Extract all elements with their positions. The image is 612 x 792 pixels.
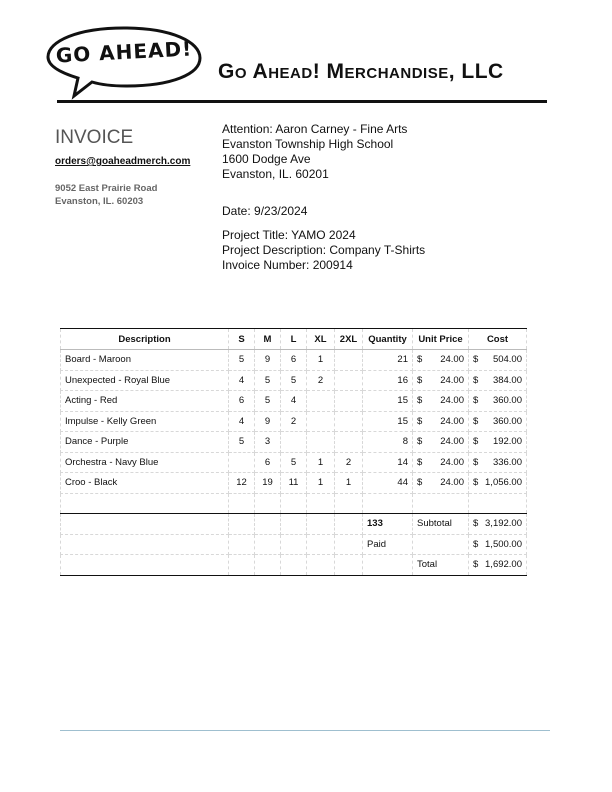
sender-address-line: 9052 East Prairie Road (55, 183, 158, 194)
table-row (61, 432, 527, 453)
size-m-count: 6 (255, 452, 281, 473)
column-header: XL (307, 329, 335, 350)
size-l-count: 11 (281, 473, 307, 494)
currency-symbol: $ (473, 518, 479, 530)
unit-price-value: 24.00 (440, 354, 464, 366)
size-2xl-count (335, 411, 363, 432)
project-block (222, 228, 425, 273)
column-header: 2XL (335, 329, 363, 350)
currency-symbol: $ (473, 415, 479, 427)
size-s-count: 5 (229, 432, 255, 453)
item-quantity: 44 (363, 473, 413, 494)
size-l-count: 5 (281, 452, 307, 473)
size-2xl-count: 2 (335, 452, 363, 473)
size-xl-count: 1 (307, 350, 335, 371)
table-header-row (61, 329, 527, 350)
cost-value: 192.00 (492, 436, 522, 448)
subtotal-value: 3,192.00 (485, 518, 522, 530)
size-l-count: 5 (281, 370, 307, 391)
item-quantity: 14 (363, 452, 413, 473)
size-s-count: 6 (229, 391, 255, 412)
item-description: Unexpected - Royal Blue (61, 370, 229, 391)
cost-cell (469, 473, 527, 494)
currency-symbol: $ (417, 395, 423, 407)
cost-value: 1,056.00 (485, 477, 522, 489)
subtotal-row (61, 514, 527, 535)
total-row (61, 555, 527, 576)
cost-cell (469, 432, 527, 453)
size-s-count: 4 (229, 370, 255, 391)
column-header: L (281, 329, 307, 350)
recipient-city: Evanston, IL. 60201 (222, 167, 329, 181)
size-2xl-count (335, 391, 363, 412)
size-xl-count: 1 (307, 473, 335, 494)
column-header: Quantity (363, 329, 413, 350)
size-l-count: 4 (281, 391, 307, 412)
size-xl-count: 1 (307, 452, 335, 473)
cost-value: 360.00 (492, 415, 522, 427)
currency-symbol: $ (417, 415, 423, 427)
currency-symbol: $ (473, 374, 479, 386)
size-s-count: 5 (229, 350, 255, 371)
empty-row (61, 493, 527, 514)
sender-address (55, 182, 157, 208)
unit-price-cell (413, 452, 469, 473)
cost-value: 336.00 (492, 456, 522, 468)
column-header: M (255, 329, 281, 350)
currency-symbol: $ (417, 477, 423, 489)
column-header: S (229, 329, 255, 350)
cost-cell (469, 391, 527, 412)
paid-value: 1,500.00 (485, 538, 522, 550)
currency-symbol: $ (417, 354, 423, 366)
unit-price-value: 24.00 (440, 374, 464, 386)
unit-price-value: 24.00 (440, 456, 464, 468)
table-row (61, 473, 527, 494)
unit-price-cell (413, 350, 469, 371)
recipient-attention: Attention: Aaron Carney - Fine Arts (222, 122, 408, 136)
item-quantity: 16 (363, 370, 413, 391)
table-row (61, 452, 527, 473)
unit-price-cell (413, 473, 469, 494)
unit-price-cell (413, 370, 469, 391)
size-m-count: 9 (255, 411, 281, 432)
footer-divider (60, 730, 550, 731)
total-value: 1,692.00 (485, 559, 522, 571)
size-xl-count (307, 411, 335, 432)
size-l-count: 2 (281, 411, 307, 432)
size-s-count (229, 452, 255, 473)
currency-symbol: $ (417, 436, 423, 448)
size-m-count: 5 (255, 370, 281, 391)
table-row (61, 350, 527, 371)
size-s-count: 12 (229, 473, 255, 494)
cost-value: 360.00 (492, 395, 522, 407)
item-quantity: 21 (363, 350, 413, 371)
item-quantity: 8 (363, 432, 413, 453)
invoice-date: Date: 9/23/2024 (222, 204, 308, 218)
unit-price-value: 24.00 (440, 477, 464, 489)
size-2xl-count (335, 432, 363, 453)
recipient-street: 1600 Dodge Ave (222, 152, 311, 166)
recipient-block (222, 122, 407, 182)
currency-symbol: $ (473, 395, 479, 407)
line-items-table (60, 328, 527, 576)
unit-price-cell (413, 391, 469, 412)
company-logo (44, 22, 204, 100)
item-description: Orchestra - Navy Blue (61, 452, 229, 473)
size-2xl-count (335, 350, 363, 371)
unit-price-value: 24.00 (440, 415, 464, 427)
size-l-count (281, 432, 307, 453)
size-2xl-count: 1 (335, 473, 363, 494)
currency-symbol: $ (473, 477, 479, 489)
column-header: Cost (469, 329, 527, 350)
size-m-count: 3 (255, 432, 281, 453)
invoice-heading: INVOICE (55, 127, 134, 148)
invoice-number: Invoice Number: 200914 (222, 258, 353, 272)
project-title: Project Title: YAMO 2024 (222, 228, 356, 242)
table-row (61, 391, 527, 412)
currency-symbol: $ (417, 456, 423, 468)
sender-address-line: Evanston, IL. 60203 (55, 196, 144, 207)
currency-symbol: $ (417, 374, 423, 386)
email-link[interactable]: orders@goaheadmerch.com (55, 156, 191, 167)
size-l-count: 6 (281, 350, 307, 371)
column-header: Unit Price (413, 329, 469, 350)
unit-price-value: 24.00 (440, 395, 464, 407)
total-label: Total (413, 555, 469, 576)
size-xl-count (307, 391, 335, 412)
cost-cell (469, 411, 527, 432)
recipient-school: Evanston Township High School (222, 137, 394, 151)
total-quantity: 133 (363, 514, 413, 535)
cost-value: 504.00 (492, 354, 522, 366)
size-s-count: 4 (229, 411, 255, 432)
currency-symbol: $ (473, 559, 479, 571)
currency-symbol: $ (473, 354, 479, 366)
cost-cell (469, 350, 527, 371)
cost-cell (469, 452, 527, 473)
currency-symbol: $ (473, 436, 479, 448)
item-description: Dance - Purple (61, 432, 229, 453)
size-xl-count (307, 432, 335, 453)
item-description: Board - Maroon (61, 350, 229, 371)
project-description: Project Description: Company T-Shirts (222, 243, 426, 257)
item-description: Impulse - Kelly Green (61, 411, 229, 432)
cost-value: 384.00 (492, 374, 522, 386)
cost-cell (469, 370, 527, 391)
item-quantity: 15 (363, 411, 413, 432)
table-row (61, 411, 527, 432)
table-row (61, 370, 527, 391)
size-m-count: 19 (255, 473, 281, 494)
unit-price-cell (413, 411, 469, 432)
size-m-count: 9 (255, 350, 281, 371)
subtotal-label: Subtotal (413, 514, 469, 535)
company-name: Go Ahead! Merchandise, LLC (218, 60, 504, 83)
paid-row (61, 534, 527, 555)
size-m-count: 5 (255, 391, 281, 412)
header-divider (57, 100, 547, 103)
unit-price-cell (413, 432, 469, 453)
currency-symbol: $ (473, 538, 479, 550)
unit-price-value: 24.00 (440, 436, 464, 448)
size-xl-count: 2 (307, 370, 335, 391)
item-quantity: 15 (363, 391, 413, 412)
column-header: Description (61, 329, 229, 350)
item-description: Acting - Red (61, 391, 229, 412)
item-description: Croo - Black (61, 473, 229, 494)
logo-text: GO AHEAD! (55, 36, 193, 68)
currency-symbol: $ (473, 456, 479, 468)
paid-label: Paid (363, 534, 413, 555)
size-2xl-count (335, 370, 363, 391)
